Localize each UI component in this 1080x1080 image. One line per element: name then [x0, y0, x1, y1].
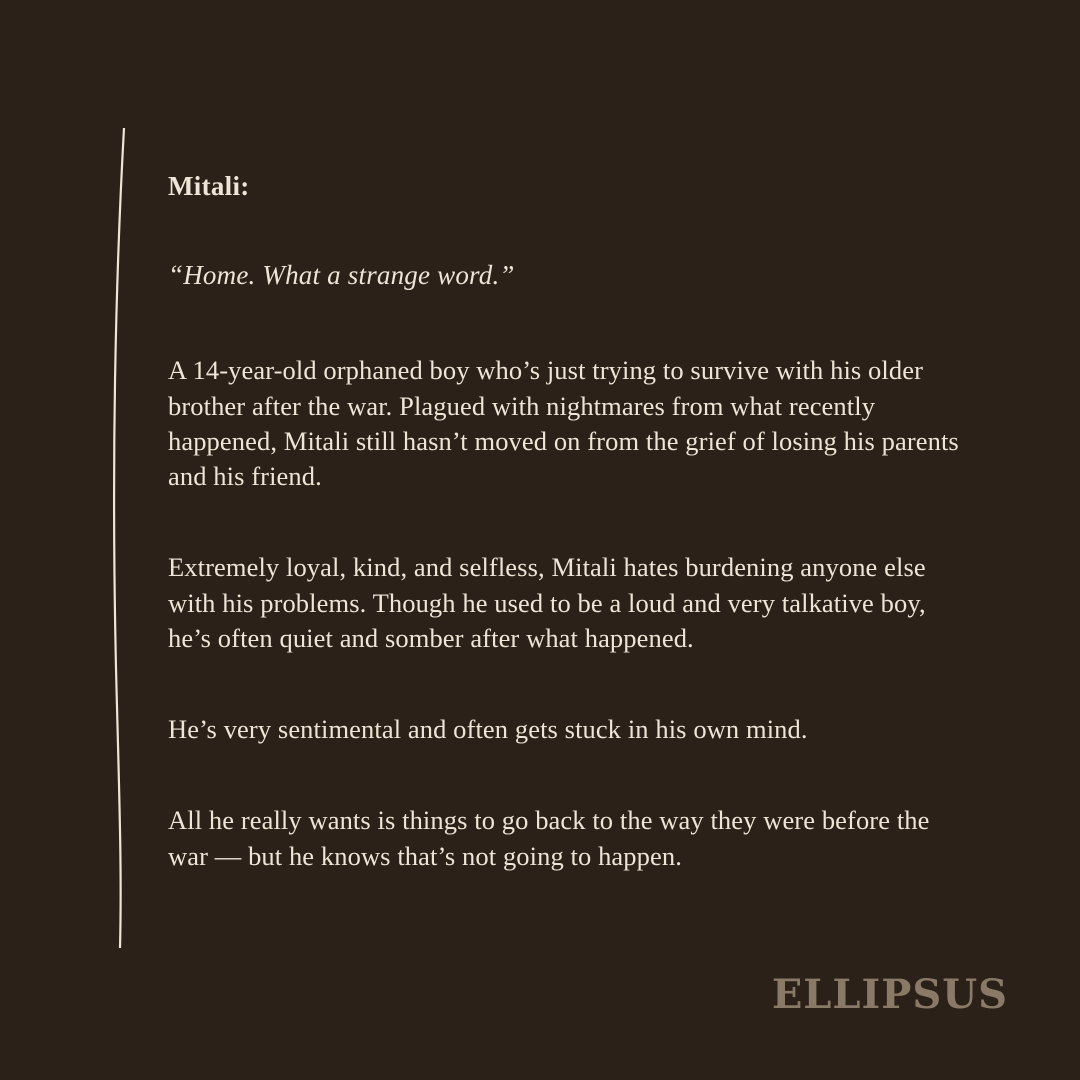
character-quote: “Home. What a strange word.”	[168, 260, 515, 291]
description-paragraph: All he really wants is things to go back to the way they were before the war — but he knows that’s not going to happen.	[168, 805, 930, 871]
speaker-name: Mitali:	[168, 171, 250, 201]
description-paragraph: He’s very sentimental and often gets stuck in his own mind.	[168, 714, 808, 745]
description-paragraph: A 14-year-old orphaned boy who’s just trying to survive with his older brother after the war. Plagued with nightmares from what recently happened, Mitali still hasn’t moved on from the grief of losing his parents and his friend.	[168, 355, 959, 492]
description-paragraph: Extremely loyal, kind, and selfless, Mitali hates burdening anyone else with his problems. Though he used to be a loud and very talkative boy, he’s often quiet and somber after what happened.	[168, 552, 926, 653]
card-content	[168, 170, 968, 874]
decorative-vertical-rule	[108, 128, 148, 948]
ellipsus-logo: ELLIPSUS	[771, 971, 1008, 1018]
